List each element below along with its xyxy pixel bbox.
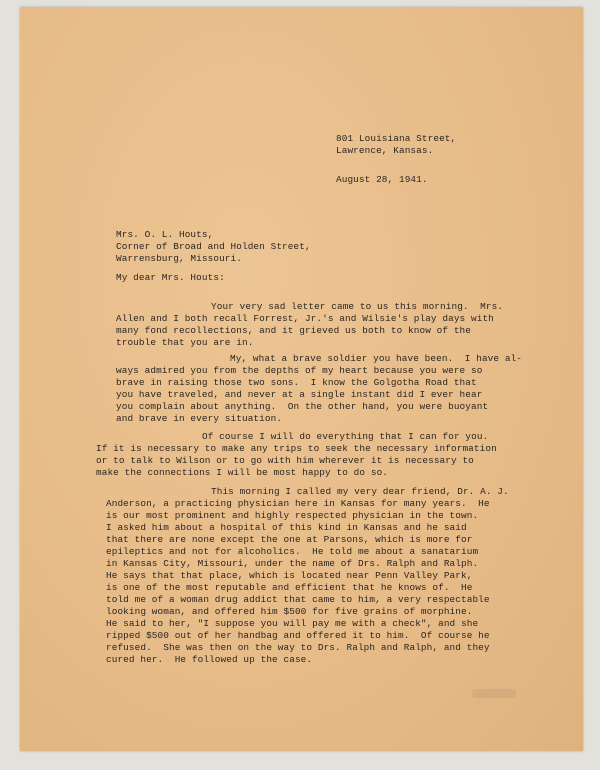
paragraph-3-line: Of course I will do everything that I can for you. bbox=[202, 431, 489, 442]
paragraph-4-line: cured her. He followed up the case. bbox=[106, 654, 313, 665]
paragraph-4-line: is our most prominent and highly respected physician in the town. bbox=[106, 510, 479, 521]
paragraph-2-line: brave in raising those two sons. I know the Golgotha Road that bbox=[116, 377, 477, 388]
paragraph-4-line: This morning I called my very dear friend, Dr. A. J. bbox=[211, 486, 509, 497]
paragraph-2-line: and brave in every situation. bbox=[116, 413, 283, 424]
paragraph-2-line: ways admired you from the depths of my heart because you were so bbox=[116, 365, 483, 376]
paragraph-3-line: or to talk to Wilson or to go with him wherever it is necessary to bbox=[96, 455, 474, 466]
recipient-name: Mrs. O. L. Houts, bbox=[116, 229, 214, 240]
paragraph-4-line: Anderson, a practicing physician here in Kansas for many years. He bbox=[106, 498, 490, 509]
paragraph-4-line: told me of a woman drug addict that came to him, a very respectable bbox=[106, 594, 490, 605]
recipient-city: Warrensburg, Missouri. bbox=[116, 253, 242, 264]
paragraph-4-line: I asked him about a hospital of this kind in Kansas and he said bbox=[106, 522, 467, 533]
paragraph-4-line: He says that that place, which is located near Penn Valley Park, bbox=[106, 570, 473, 581]
paragraph-4-line: ripped $500 out of her handbag and offered it to him. Of course he bbox=[106, 630, 490, 641]
paragraph-1-line: Your very sad letter came to us this morning. Mrs. bbox=[211, 301, 504, 312]
paragraph-4-line: in Kansas City, Missouri, under the name of Drs. Ralph and Ralph. bbox=[106, 558, 479, 569]
paragraph-4-line: refused. She was then on the way to Drs. Ralph and Ralph, and they bbox=[106, 642, 490, 653]
paragraph-2-line: you complain about anything. On the other hand, you were buoyant bbox=[116, 401, 489, 412]
paragraph-1-line: Allen and I both recall Forrest, Jr.'s and Wilsie's play days with bbox=[116, 313, 494, 324]
paragraph-1-line: trouble that you are in. bbox=[116, 337, 254, 348]
return-address-street: 801 Louisiana Street, bbox=[336, 133, 457, 144]
paragraph-4-line: epileptics and not for alcoholics. He told me about a sanatarium bbox=[106, 546, 479, 557]
letter-paper bbox=[20, 7, 583, 751]
salutation: My dear Mrs. Houts: bbox=[116, 272, 225, 283]
paragraph-4-line: He said to her, "I suppose you will pay me with a check", and she bbox=[106, 618, 479, 629]
paragraph-2-line: My, what a brave soldier you have been. I have al- bbox=[230, 353, 523, 364]
paragraph-3-line: If it is necessary to make any trips to seek the necessary information bbox=[96, 443, 497, 454]
recipient-street: Corner of Broad and Holden Street, bbox=[116, 241, 311, 252]
letter-date: August 28, 1941. bbox=[336, 174, 428, 185]
paragraph-3-line: make the connections I will be most happy to do so. bbox=[96, 467, 389, 478]
faint-stamp-mark bbox=[472, 689, 516, 698]
paragraph-4-line: is one of the most reputable and efficient that he knows of. He bbox=[106, 582, 473, 593]
typed-letter bbox=[20, 7, 583, 751]
paragraph-1-line: many fond recollections, and it grieved us both to know of the bbox=[116, 325, 472, 336]
paragraph-2-line: you have traveled, and never at a single instant did I ever hear bbox=[116, 389, 483, 400]
paragraph-4-line: that there are none except the one at Parsons, which is more for bbox=[106, 534, 473, 545]
return-address-city: Lawrence, Kansas. bbox=[336, 145, 434, 156]
paragraph-4-line: looking woman, and offered him $500 for five grains of morphine. bbox=[106, 606, 473, 617]
